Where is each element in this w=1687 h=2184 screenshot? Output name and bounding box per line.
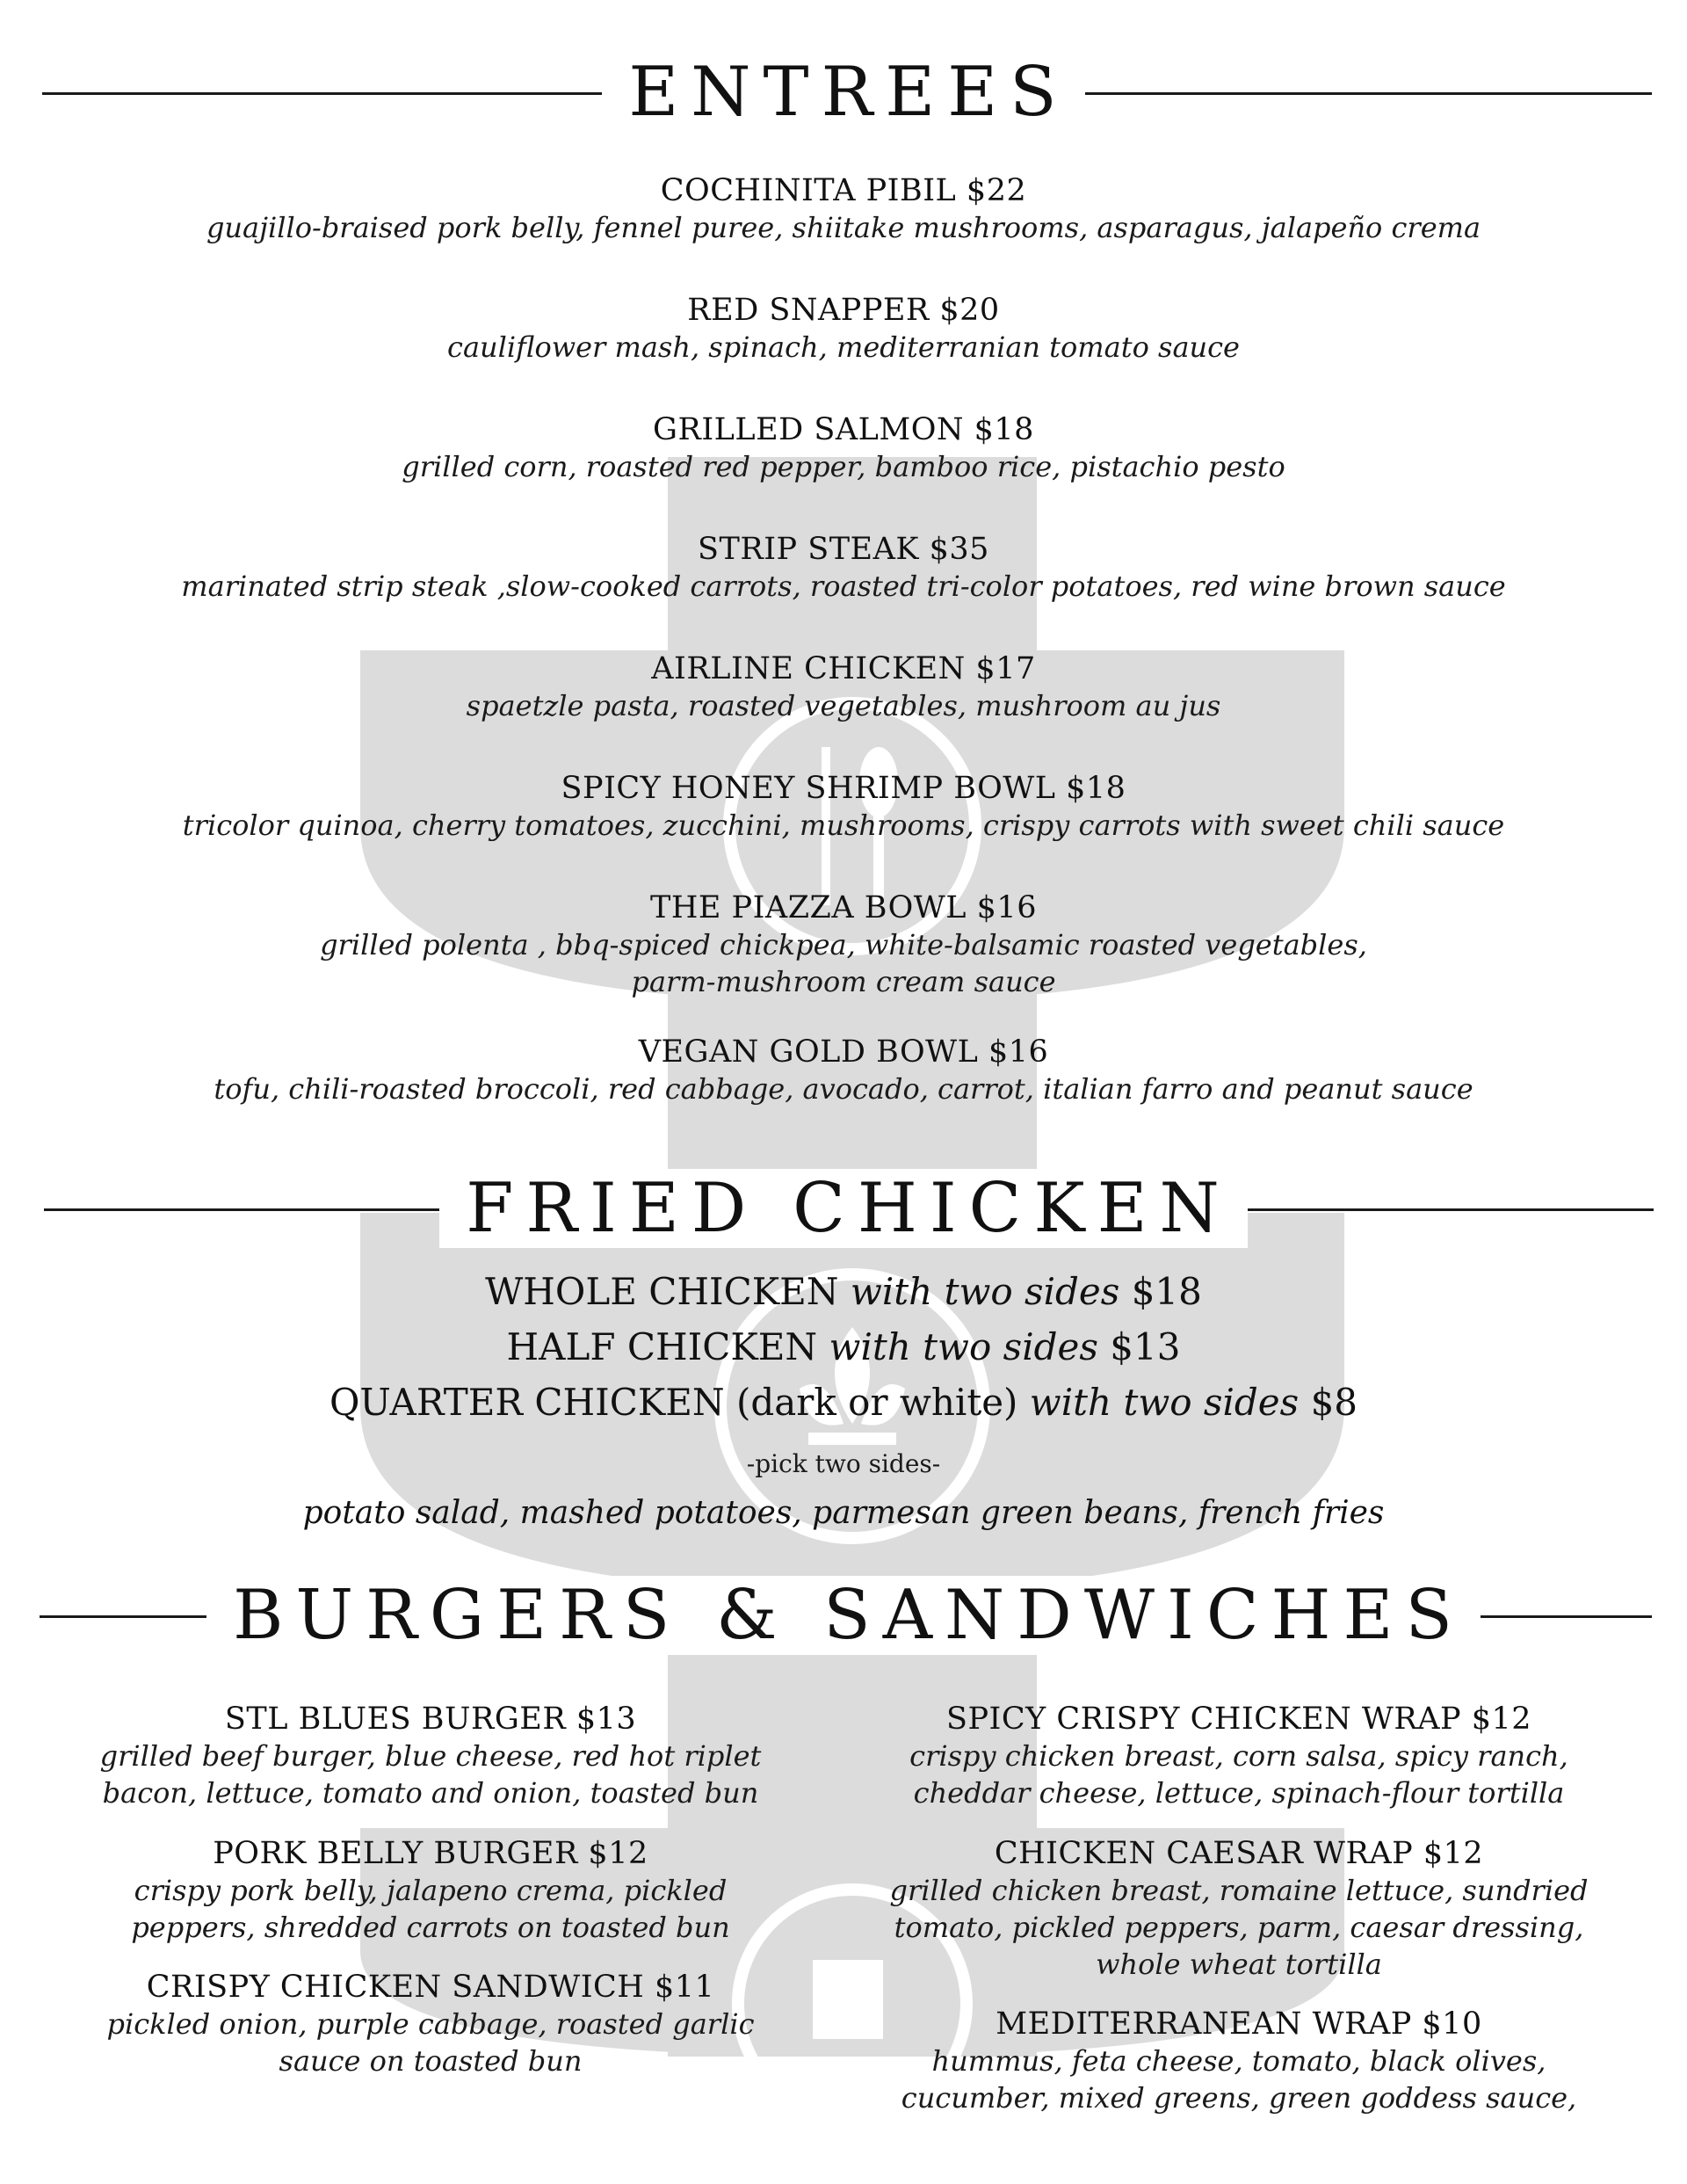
item-description: hummus, feta cheese, tomato, black olives,: [931, 2044, 1546, 2078]
option-name: QUARTER CHICKEN (dark or white): [329, 1381, 1018, 1424]
menu-item: [0, 411, 1687, 485]
option-price: $8: [1310, 1381, 1358, 1424]
option-note: with two sides: [1029, 1381, 1300, 1424]
item-name: AIRLINE CHICKEN $17: [651, 651, 1036, 686]
menu-item: [0, 292, 1687, 366]
item-description: whole wheat tortilla: [1096, 1948, 1382, 1981]
item-description: grilled polenta , bbq-spiced chickpea, white-balsamic roasted vegetables,: [320, 928, 1367, 961]
item-description: grilled chicken breast, romaine lettuce, sundried: [889, 1874, 1589, 1907]
menu-item: [844, 1701, 1634, 1811]
fried-chicken-option: [0, 1266, 1687, 1318]
item-description: sauce on toasted bun: [279, 2044, 583, 2078]
menu-item: [0, 650, 1687, 724]
menu-item: [0, 172, 1687, 246]
menu-item: [53, 1969, 808, 2079]
item-description: grilled corn, roasted red pepper, bamboo rice, pistachio pesto: [402, 450, 1285, 483]
section-fried-chicken-header: [0, 1160, 1687, 1257]
item-name: MEDITERRANEAN WRAP $10: [996, 2006, 1482, 2042]
sides-label: -pick two sides-: [746, 1449, 941, 1478]
option-name: WHOLE CHICKEN: [485, 1270, 839, 1313]
item-description: cheddar cheese, lettuce, spinach-flour tortilla: [913, 1776, 1565, 1810]
option-name: HALF CHICKEN: [506, 1325, 818, 1368]
section-entrees-header: [0, 44, 1687, 141]
item-name: RED SNAPPER $20: [687, 293, 1000, 328]
item-description: cucumber, mixed greens, green goddess sauce,: [901, 2081, 1577, 2115]
item-description: grilled beef burger, blue cheese, red hot riplet: [99, 1739, 762, 1773]
item-name: PORK BELLY BURGER $12: [213, 1836, 648, 1871]
item-name: STRIP STEAK $35: [698, 532, 989, 567]
menu-item: [53, 1701, 808, 1811]
item-description: parm-mushroom cream sauce: [631, 965, 1056, 998]
item-description: tomato, pickled peppers, parm, caesar dressing,: [894, 1911, 1584, 1944]
section-title: BURGERS & SANDWICHES: [206, 1576, 1481, 1655]
item-name: VEGAN GOLD BOWL $16: [638, 1034, 1049, 1070]
item-description: guajillo-braised pork belly, fennel puree, shiitake mushrooms, asparagus, jalapeño crema: [206, 211, 1481, 244]
menu-item: [0, 770, 1687, 844]
item-description: peppers, shredded carrots on toasted bun: [131, 1911, 730, 1944]
item-description: marinated strip steak ,slow-cooked carrots, roasted tri-color potatoes, red wine brown sauce: [181, 570, 1506, 603]
fried-chicken-option: [0, 1321, 1687, 1374]
item-name: CRISPY CHICKEN SANDWICH $11: [146, 1970, 715, 2005]
item-name: COCHINITA PIBIL $22: [660, 173, 1027, 208]
menu-item: [0, 531, 1687, 605]
sides-list: potato salad, mashed potatoes, parmesan green beans, french fries: [302, 1495, 1385, 1531]
menu-item: [53, 1835, 808, 1946]
item-description: crispy chicken breast, corn salsa, spicy ranch,: [909, 1739, 1568, 1773]
item-description: crispy pork belly, jalapeno crema, pickled: [134, 1874, 728, 1907]
item-name: SPICY HONEY SHRIMP BOWL $18: [561, 771, 1126, 806]
section-title: FRIED CHICKEN: [439, 1169, 1248, 1248]
option-note: with two sides: [829, 1325, 1098, 1368]
section-title: ENTREES: [602, 53, 1084, 132]
item-description: cauliflower mash, spinach, mediterranian tomato sauce: [447, 330, 1240, 364]
section-burgers-header: [0, 1567, 1687, 1664]
menu-item: [844, 2006, 1634, 2116]
item-description: bacon, lettuce, tomato and onion, toasted bun: [102, 1776, 759, 1810]
option-price: $13: [1110, 1325, 1181, 1368]
menu-item: [0, 1034, 1687, 1107]
item-description: tofu, chili-roasted broccoli, red cabbage, avocado, carrot, italian farro and peanut sauce: [214, 1072, 1473, 1106]
item-name: CHICKEN CAESAR WRAP $12: [994, 1836, 1484, 1871]
menu-item: [844, 1835, 1634, 1983]
item-description: pickled onion, purple cabbage, roasted garlic: [106, 2007, 755, 2041]
item-description: tricolor quinoa, cherry tomatoes, zucchini, mushrooms, crispy carrots with sweet chili sauce: [182, 809, 1505, 842]
item-name: GRILLED SALMON $18: [653, 412, 1034, 447]
fried-chicken-option: [0, 1376, 1687, 1429]
menu-item: [0, 889, 1687, 1000]
item-name: STL BLUES BURGER $13: [224, 1701, 637, 1737]
item-name: THE PIAZZA BOWL $16: [650, 890, 1037, 925]
item-description: spaetzle pasta, roasted vegetables, mushroom au jus: [466, 689, 1221, 722]
option-price: $18: [1131, 1270, 1202, 1313]
option-note: with two sides: [850, 1270, 1120, 1313]
item-name: SPICY CRISPY CHICKEN WRAP $12: [945, 1701, 1532, 1737]
